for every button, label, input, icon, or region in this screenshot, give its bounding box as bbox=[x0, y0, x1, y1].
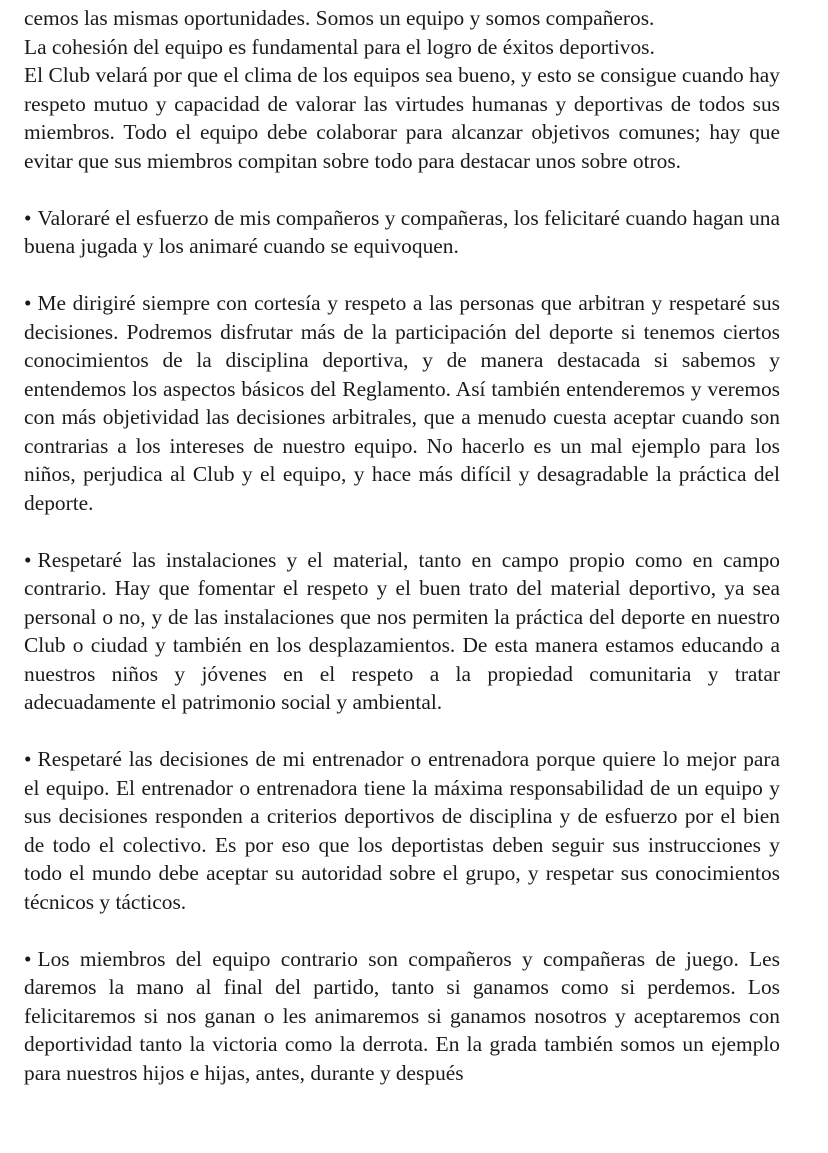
paragraph-gap bbox=[24, 916, 780, 945]
paragraph-gap bbox=[24, 261, 780, 290]
bullet-item-4 bbox=[24, 745, 780, 916]
paragraph-gap bbox=[24, 717, 780, 746]
intro-line-1: cemos las mismas oportunidades. Somos un equipo y somos compañeros. bbox=[24, 6, 655, 30]
bullet-marker: • bbox=[24, 291, 32, 315]
bullet-marker: • bbox=[24, 747, 32, 771]
bullet-item-2 bbox=[24, 289, 780, 517]
intro-line-2: La cohesión del equipo es fundamental para el logro de éxitos deportivos. bbox=[24, 34, 655, 59]
bullet-text: Los miembros del equipo contrario son compañeros y compañeras de juego. Les daremos la mano al final del partido, tanto si ganamos como si perdemos. Los felicitaremos si nos ganan o les animaremos si ganamos nosotros y aceptaremos con deportividad tanto la victoria como la derrota. En la grada también somos un ejemplo para nuestros hijos e hijas, antes, durante y después bbox=[24, 946, 780, 1085]
bullet-text: Respetaré las instalaciones y el material, tanto en campo propio como en campo contrario. Hay que fomentar el respeto y el buen trato del material deportivo, ya sea personal o no, y de las instalaciones que nos permiten la práctica del deporte en nuestro Club o ciudad y también en los desplazamientos. De esta manera estamos educando a nuestros niños y jóvenes en el respeto a la propiedad comunitaria y tratar adecuadamente el patrimonio social y ambiental. bbox=[24, 547, 780, 714]
paragraph-gap bbox=[24, 517, 780, 546]
bullet-text: Me dirigiré siempre con cortesía y respeto a las personas que arbitran y respetaré sus decisiones. Podremos disfrutar más de la participación del deporte si tenemos ciertos conocimientos de la disciplina deportiva, y de manera destacada si sabemos y entendemos los aspectos básicos del Reglamento. Así también entenderemos y veremos con más objetividad las decisiones arbitrales, que a menudo cuesta aceptar cuando son contrarias a los intereses de nuestro equipo. No hacerlo es un mal ejemplo para los niños, perjudica al Club y el equipo, y hace más difícil y desagradable la práctica del deporte. bbox=[24, 291, 780, 515]
intro-paragraph: El Club velará por que el clima de los equipos sea bueno, y esto se consigue cuando hay respeto mutuo y capacidad de valorar las virtudes humanas y deportivas de todos sus miembros. Todo el equipo debe colaborar para alcanzar objetivos comunes; hay que evitar que sus miembros compitan sobre todo para destacar unos sobre otros. bbox=[24, 63, 780, 173]
paragraph-gap bbox=[24, 175, 780, 204]
bullet-item-5 bbox=[24, 945, 780, 1088]
document-page bbox=[24, 4, 780, 1087]
bullet-marker: • bbox=[24, 946, 32, 971]
bullet-text: Respetaré las decisiones de mi entrenador o entrenadora porque quiere lo mejor para el equipo. El entrenador o entrenadora tiene la máxima responsabilidad de un equipo y sus decisiones responden a criterios deportivos de disciplina y de esfuerzo por el bien de todo el colectivo. Es por eso que los deportistas deben seguir sus instrucciones y todo el mundo debe aceptar su autoridad sobre el grupo, y respetar sus conocimientos técnicos y tácticos. bbox=[24, 747, 780, 914]
bullet-marker: • bbox=[24, 547, 32, 572]
bullet-marker: • bbox=[24, 205, 32, 230]
bullet-text: Valoraré el esfuerzo de mis compañeros y compañeras, los felicitaré cuando hagan una buena jugada y los animaré cuando se equivoquen. bbox=[24, 205, 780, 258]
bullet-item-3 bbox=[24, 546, 780, 717]
bullet-item-1 bbox=[24, 204, 780, 261]
